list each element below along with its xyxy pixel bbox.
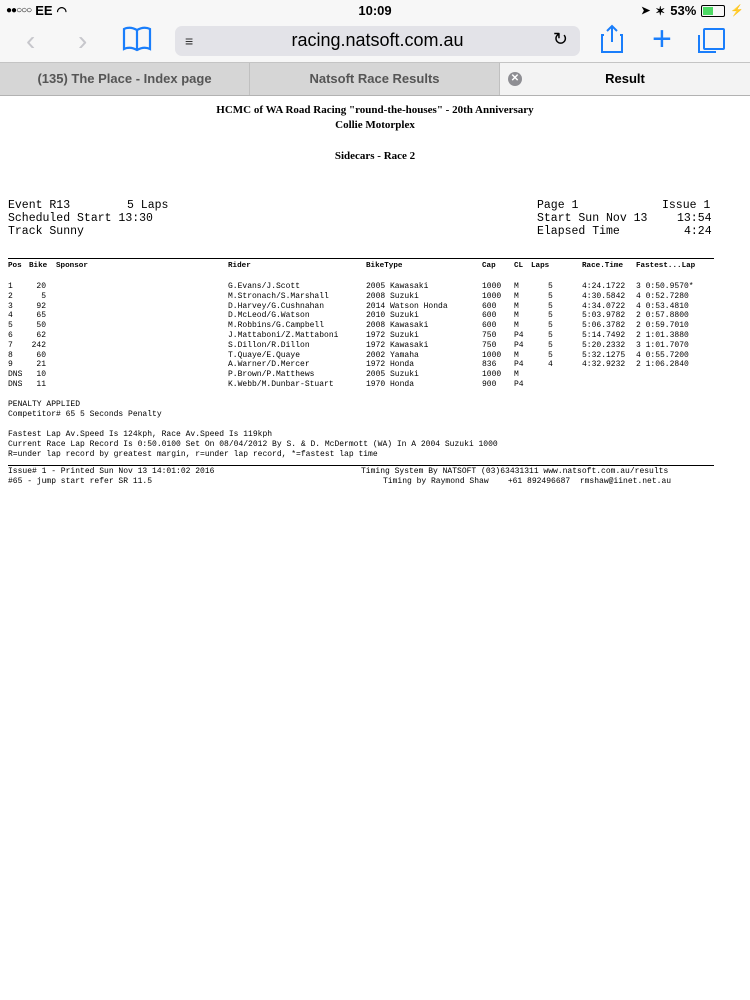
table-cell-laps: 5 xyxy=(548,301,553,311)
race-title: Sidecars - Race 2 xyxy=(334,150,416,162)
table-cell-biketype: 2002 Yamaha xyxy=(366,350,419,360)
table-cell-racetime: 4:34.0722 xyxy=(582,301,626,311)
signal-strength-icon: ●●○○○ xyxy=(6,5,32,16)
header-rule xyxy=(8,258,714,259)
table-cell-biketype: 1972 Kawasaki xyxy=(366,340,429,350)
tab-bar xyxy=(0,62,750,96)
url-text: racing.natsoft.com.au xyxy=(291,30,464,50)
table-cell-racetime: 4:30.5842 xyxy=(582,291,626,301)
table-cell-cap: 836 xyxy=(482,360,497,370)
table-cell-cap: 1000 xyxy=(482,282,502,291)
col-pos: Pos xyxy=(8,262,22,270)
tab-label: Natsoft Race Results xyxy=(309,71,440,86)
table-cell-cap: 750 xyxy=(482,340,497,350)
table-cell-pos: 5 xyxy=(8,321,13,331)
track-condition: Track Sunny xyxy=(8,225,84,238)
table-cell-biketype: 2005 Kawasaki xyxy=(366,282,429,291)
table-cell-biketype: 2008 Suzuki xyxy=(366,291,419,301)
table-cell-cl: M xyxy=(514,321,519,331)
col-sponsor: Sponsor xyxy=(56,262,88,270)
status-bar xyxy=(0,0,750,22)
table-cell-fastest: 3 1:01.7070 xyxy=(636,340,689,350)
new-tab-button[interactable]: + xyxy=(652,20,672,58)
tab-label: (135) The Place - Index page xyxy=(37,71,212,86)
table-cell-laps: 5 xyxy=(548,321,553,331)
table-cell-racetime: 5:20.2332 xyxy=(582,340,626,350)
reload-icon[interactable]: ↻ xyxy=(552,29,568,49)
table-cell-pos: 7 xyxy=(8,340,13,350)
col-cl: CL xyxy=(514,262,524,270)
table-cell-fastest: 2 0:57.8800 xyxy=(636,311,689,321)
location-icon: ➤ xyxy=(640,5,651,17)
table-cell-biketype: 1972 Honda xyxy=(366,360,415,370)
back-button[interactable]: ‹ xyxy=(26,25,36,56)
table-cell-cl: M xyxy=(514,370,519,380)
table-cell-rider: J.Mattaboni/Z.Mattaboni xyxy=(228,331,339,340)
table-cell-biketype: 2010 Suzuki xyxy=(366,311,419,321)
table-cell-fastest: 2 0:59.7010 xyxy=(636,321,689,331)
col-rider: Rider xyxy=(228,262,251,270)
table-cell-bike: 62 xyxy=(36,331,46,340)
table-cell-laps: 5 xyxy=(548,340,553,350)
table-cell-racetime: 5:32.1275 xyxy=(582,350,626,360)
table-cell-cap: 600 xyxy=(482,301,497,311)
battery-percent: 53% xyxy=(670,3,697,18)
col-cap: Cap xyxy=(482,262,496,270)
table-cell-laps: 5 xyxy=(548,331,553,340)
col-laps: Laps xyxy=(531,262,550,270)
table-cell-cl: M xyxy=(514,291,519,301)
table-cell-bike: 10 xyxy=(36,370,46,380)
venue-title: Collie Motorplex xyxy=(335,119,415,131)
table-cell-cl: P4 xyxy=(514,340,524,350)
table-cell-cap: 600 xyxy=(482,321,497,331)
table-cell-rider: S.Dillon/R.Dillon xyxy=(228,340,310,350)
footer-rule xyxy=(8,465,714,466)
table-cell-rider: M.Robbins/G.Campbell xyxy=(228,321,325,331)
lap-record-note: Current Race Lap Record Is 0:50.0100 Set On 08/04/2012 By S. & D. McDermott (WA) In A 2004 Suzuki 1000 xyxy=(8,440,498,449)
table-cell-pos: DNS xyxy=(8,370,23,380)
table-cell-bike: 11 xyxy=(36,380,46,389)
table-cell-rider: P.Brown/P.Matthews xyxy=(228,370,315,380)
table-cell-cl: P4 xyxy=(514,331,524,340)
table-cell-fastest: 2 1:06.2840 xyxy=(636,360,689,370)
table-cell-fastest: 2 1:01.3880 xyxy=(636,331,689,340)
table-cell-pos: 4 xyxy=(8,311,13,321)
elapsed-time: 4:24 xyxy=(684,225,712,238)
wifi-icon: ◠ xyxy=(56,3,68,18)
table-cell-pos: DNS xyxy=(8,380,23,389)
col-bike: Bike xyxy=(29,262,48,270)
event-title: HCMC of WA Road Racing "round-the-houses" - 20th Anniversary xyxy=(216,104,534,116)
legend-note: R=under lap record by greatest margin, r=under lap record, *=fastest lap time xyxy=(8,450,378,459)
table-cell-bike: 92 xyxy=(36,301,46,311)
battery-icon xyxy=(701,5,725,17)
table-cell-cl: M xyxy=(514,311,519,321)
table-cell-racetime: 5:03.9782 xyxy=(582,311,626,321)
table-cell-biketype: 1970 Honda xyxy=(366,380,415,389)
table-cell-cl: P4 xyxy=(514,380,524,389)
table-cell-rider: G.Evans/J.Scott xyxy=(228,282,301,291)
table-cell-cl: M xyxy=(514,301,519,311)
table-cell-laps: 5 xyxy=(548,282,553,291)
footer-printed: Issue# 1 - Printed Sun Nov 13 14:01:02 2016 xyxy=(8,467,215,476)
col-fastest-lap: Fastest...Lap xyxy=(636,262,696,270)
page-number: Page 1 xyxy=(537,199,579,212)
tab-natsoft-race-results[interactable] xyxy=(250,63,500,95)
table-cell-rider: A.Warner/D.Mercer xyxy=(228,360,310,370)
table-cell-rider: T.Quaye/E.Quaye xyxy=(228,350,301,360)
table-cell-pos: 6 xyxy=(8,331,13,340)
clock: 10:09 xyxy=(358,3,392,18)
forward-button[interactable]: › xyxy=(78,25,88,56)
fastest-lap-note: Fastest Lap Av.Speed Is 124kph, Race Av.Speed Is 119kph xyxy=(8,430,273,439)
table-cell-cl: P4 xyxy=(514,360,524,370)
footer-timing-system: Timing System By NATSOFT (03)63431311 www.natsoft.com.au/results xyxy=(361,467,669,476)
table-cell-cap: 1000 xyxy=(482,350,502,360)
address-bar[interactable] xyxy=(175,26,580,56)
table-cell-bike: 50 xyxy=(36,321,46,331)
laps-label: 5 Laps xyxy=(127,199,169,212)
tab-result[interactable] xyxy=(500,63,750,95)
reader-icon[interactable]: ≡ xyxy=(185,33,194,49)
table-cell-laps: 5 xyxy=(548,311,553,321)
table-cell-rider: D.McLeod/G.Watson xyxy=(228,311,310,321)
bluetooth-icon: ✶ xyxy=(655,3,666,18)
table-cell-bike: 242 xyxy=(31,340,46,350)
table-cell-fastest: 4 0:53.4810 xyxy=(636,301,689,311)
table-cell-pos: 1 xyxy=(8,282,13,291)
table-cell-bike: 5 xyxy=(41,291,46,301)
footer-note: #65 - jump start refer SR 11.5 xyxy=(8,477,153,486)
table-cell-cl: M xyxy=(514,282,519,291)
table-cell-cap: 900 xyxy=(482,380,497,389)
close-tab-icon[interactable]: ✕ xyxy=(508,72,522,86)
penalty-title: PENALTY APPLIED xyxy=(8,400,81,409)
event-label: Event R13 xyxy=(8,199,71,212)
table-cell-rider: M.Stronach/S.Marshall xyxy=(228,291,329,301)
browser-toolbar xyxy=(0,22,750,62)
start-date: Start Sun Nov 13 xyxy=(537,212,648,225)
table-cell-fastest: 3 0:50.9570* xyxy=(636,282,694,291)
table-cell-bike: 65 xyxy=(36,311,46,321)
tabs-overview-icon[interactable] xyxy=(703,28,725,50)
bookmarks-icon[interactable] xyxy=(122,26,152,60)
table-cell-biketype: 2008 Kawasaki xyxy=(366,321,429,331)
tab-the-place[interactable] xyxy=(0,63,250,95)
issue-number: Issue 1 xyxy=(662,199,711,212)
table-cell-racetime: 4:32.9232 xyxy=(582,360,626,370)
table-cell-pos: 8 xyxy=(8,350,13,360)
table-cell-laps: 5 xyxy=(548,350,553,360)
col-biketype: BikeType xyxy=(366,262,403,270)
table-cell-pos: 2 xyxy=(8,291,13,301)
table-cell-cap: 1000 xyxy=(482,370,502,380)
table-cell-pos: 3 xyxy=(8,301,13,311)
table-cell-cap: 750 xyxy=(482,331,497,340)
share-icon[interactable] xyxy=(600,24,624,61)
penalty-text: Competitor# 65 5 Seconds Penalty xyxy=(8,410,162,419)
table-cell-biketype: 2014 Watson Honda xyxy=(366,301,448,311)
table-cell-biketype: 1972 Suzuki xyxy=(366,331,419,340)
table-cell-rider: D.Harvey/G.Cushnahan xyxy=(228,301,325,311)
charging-icon: ⚡ xyxy=(730,5,744,17)
table-cell-bike: 21 xyxy=(36,360,46,370)
table-cell-cap: 600 xyxy=(482,311,497,321)
table-cell-laps: 4 xyxy=(548,360,553,370)
table-cell-pos: 9 xyxy=(8,360,13,370)
col-race-time: Race.Time xyxy=(582,262,624,270)
carrier-label: EE xyxy=(35,3,53,18)
table-cell-fastest: 4 0:55.7200 xyxy=(636,350,689,360)
table-cell-rider: K.Webb/M.Dunbar-Stuart xyxy=(228,380,334,389)
table-cell-racetime: 5:14.7492 xyxy=(582,331,626,340)
table-cell-cap: 1000 xyxy=(482,291,502,301)
table-cell-cl: M xyxy=(514,350,519,360)
footer-timing-contact: Timing by Raymond Shaw +61 892496687 rmshaw@iinet.net.au xyxy=(383,477,672,486)
table-cell-racetime: 4:24.1722 xyxy=(582,282,626,291)
tab-label: Result xyxy=(605,71,645,86)
table-cell-laps: 5 xyxy=(548,291,553,301)
scheduled-start: Scheduled Start 13:30 xyxy=(8,212,153,225)
table-cell-fastest: 4 0:52.7280 xyxy=(636,291,689,301)
start-time: 13:54 xyxy=(677,212,712,225)
table-cell-bike: 60 xyxy=(36,350,46,360)
elapsed-label: Elapsed Time xyxy=(537,225,620,238)
table-cell-racetime: 5:06.3782 xyxy=(582,321,626,331)
table-cell-biketype: 2005 Suzuki xyxy=(366,370,419,380)
table-cell-bike: 20 xyxy=(36,282,46,291)
